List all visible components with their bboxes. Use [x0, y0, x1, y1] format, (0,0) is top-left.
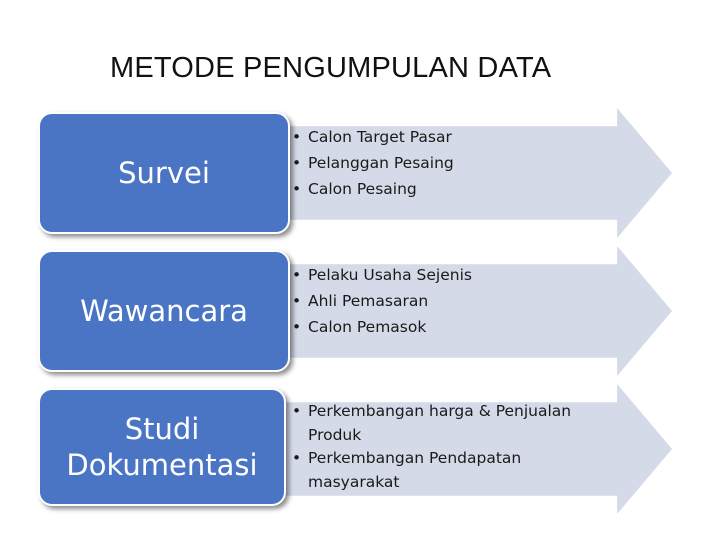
list-item: • Pelanggan Pesaing [290, 150, 620, 176]
item-list-survei [290, 124, 620, 202]
list-item: • Perkembangan Pendapatan masyarakat [290, 447, 610, 494]
method-box-studi-dokumentasi: Studi Dokumentasi [38, 388, 286, 506]
page-title: METODE PENGUMPULAN DATA [110, 52, 552, 84]
list-item: • Calon Pemasok [290, 314, 620, 340]
item-list-studi-dokumentasi [290, 400, 610, 494]
list-item: • Ahli Pemasaran [290, 288, 620, 314]
list-item: • Calon Target Pasar [290, 124, 620, 150]
list-item: • Perkembangan harga & Penjualan Produk [290, 400, 610, 447]
list-item: • Pelaku Usaha Sejenis [290, 262, 620, 288]
method-box-survei: Survei [38, 112, 290, 234]
list-item: • Calon Pesaing [290, 176, 620, 202]
method-box-wawancara: Wawancara [38, 250, 290, 372]
item-list-wawancara [290, 262, 620, 340]
